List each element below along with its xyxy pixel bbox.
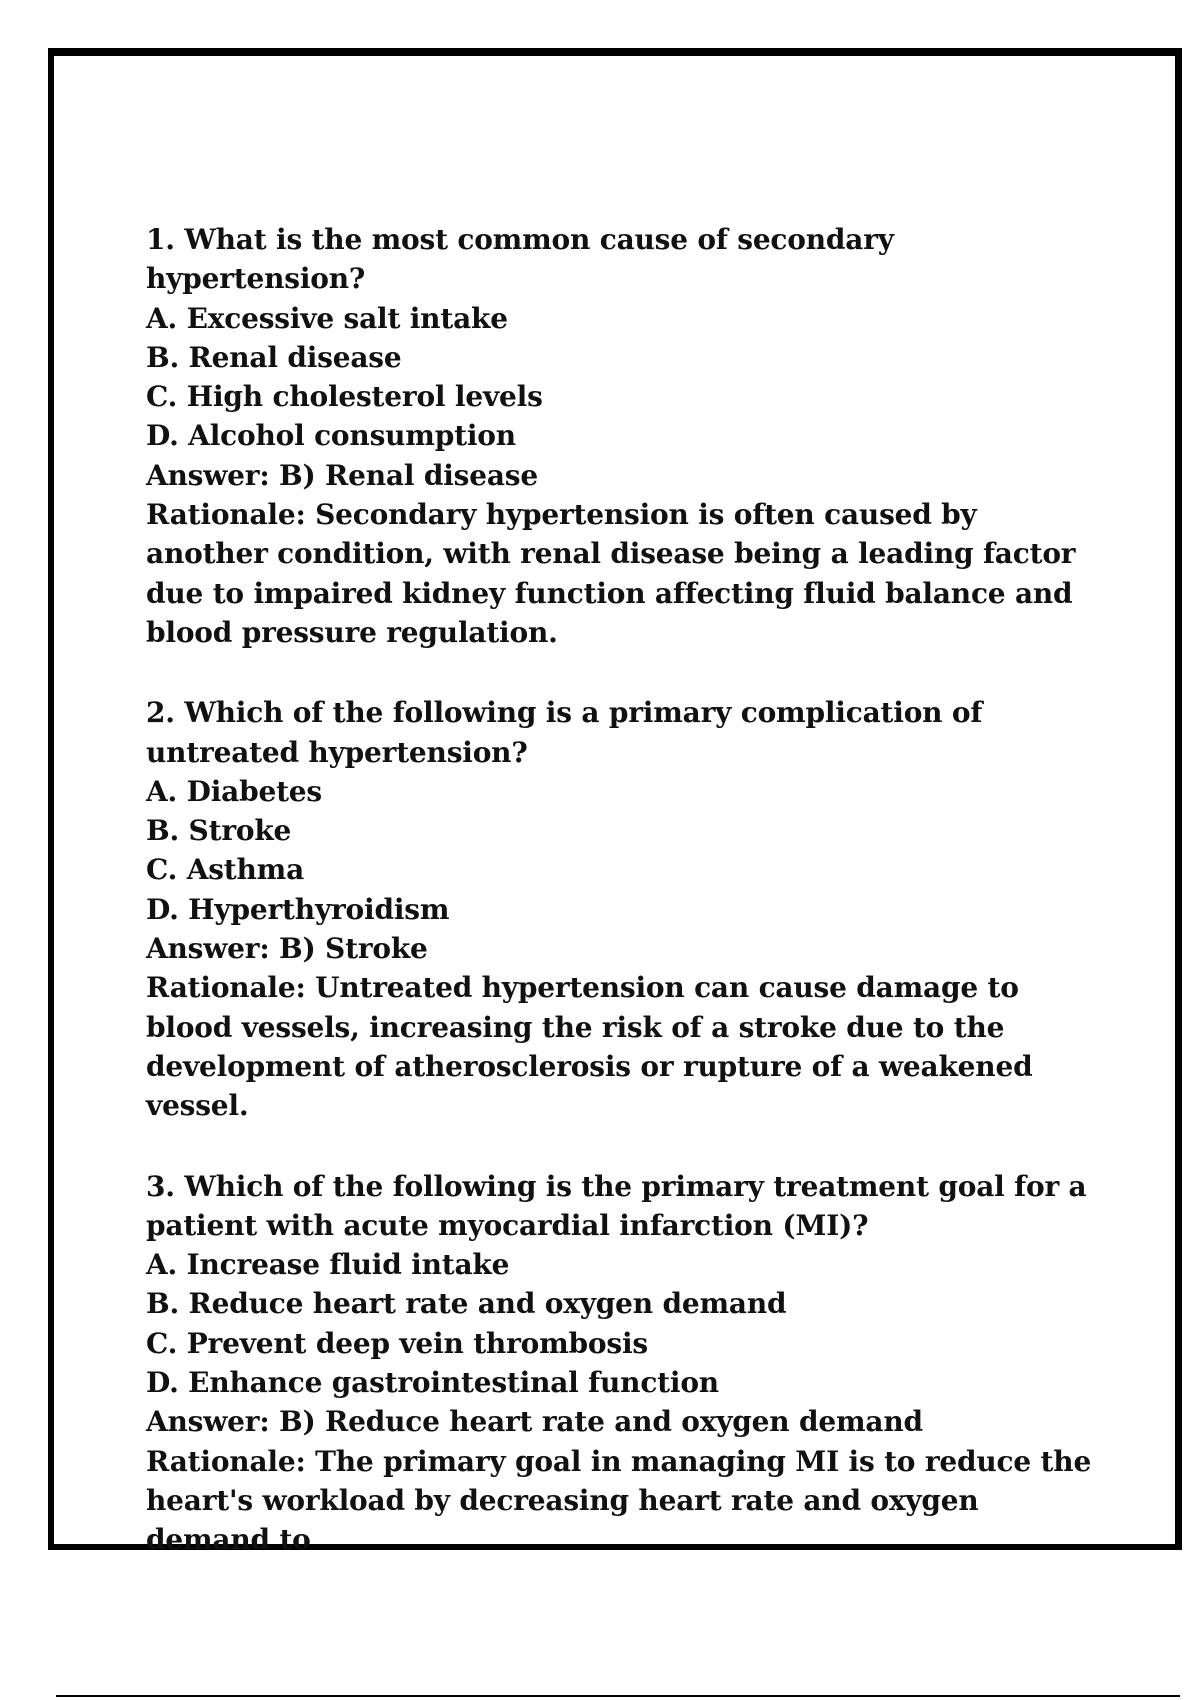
question-text: 3. Which of the following is the primary treatment goal for a patient with acute myocardial infarction (MI)? [146, 1169, 1087, 1242]
option-d: D. Alcohol consumption [146, 419, 516, 453]
rationale-text: Rationale: Secondary hypertension is often caused by another condition, with renal disease being a leading factor due to impaired kidney function affecting fluid balance and blood pressure regulation. [146, 498, 1076, 649]
option-a: A. Diabetes [146, 774, 322, 808]
option-c: C. Prevent deep vein thrombosis [146, 1326, 648, 1360]
answer-text: Answer: B) Reduce heart rate and oxygen demand [146, 1405, 923, 1439]
option-d: D. Hyperthyroidism [146, 892, 450, 926]
footer-rule [56, 1695, 1180, 1697]
option-a: A. Increase fluid intake [146, 1248, 510, 1282]
question-text: 1. What is the most common cause of secondary hypertension? [146, 223, 894, 296]
option-a: A. Excessive salt intake [146, 301, 508, 335]
rationale-text: Rationale: Untreated hypertension can cause damage to blood vessels, increasing the risk of a stroke due to the development of atherosclerosis or rupture of a weakened vessel. [146, 971, 1033, 1123]
question-block-1 [146, 220, 1096, 652]
option-b: B. Stroke [146, 814, 292, 848]
rationale-text: Rationale: The primary goal in managing MI is to reduce the heart's workload by decreasing heart rate and oxygen demand to [146, 1444, 1092, 1557]
question-list [146, 220, 1096, 1601]
option-c: C. Asthma [146, 853, 305, 887]
question-block-2 [146, 693, 1096, 1125]
answer-text: Answer: B) Stroke [146, 932, 428, 966]
option-c: C. High cholesterol levels [146, 380, 543, 414]
question-text: 2. Which of the following is a primary complication of untreated hypertension? [146, 696, 983, 769]
option-b: B. Renal disease [146, 340, 402, 374]
question-block-3 [146, 1167, 1096, 1560]
option-b: B. Reduce heart rate and oxygen demand [146, 1287, 787, 1321]
option-d: D. Enhance gastrointestinal function [146, 1366, 719, 1400]
answer-text: Answer: B) Renal disease [146, 458, 538, 492]
